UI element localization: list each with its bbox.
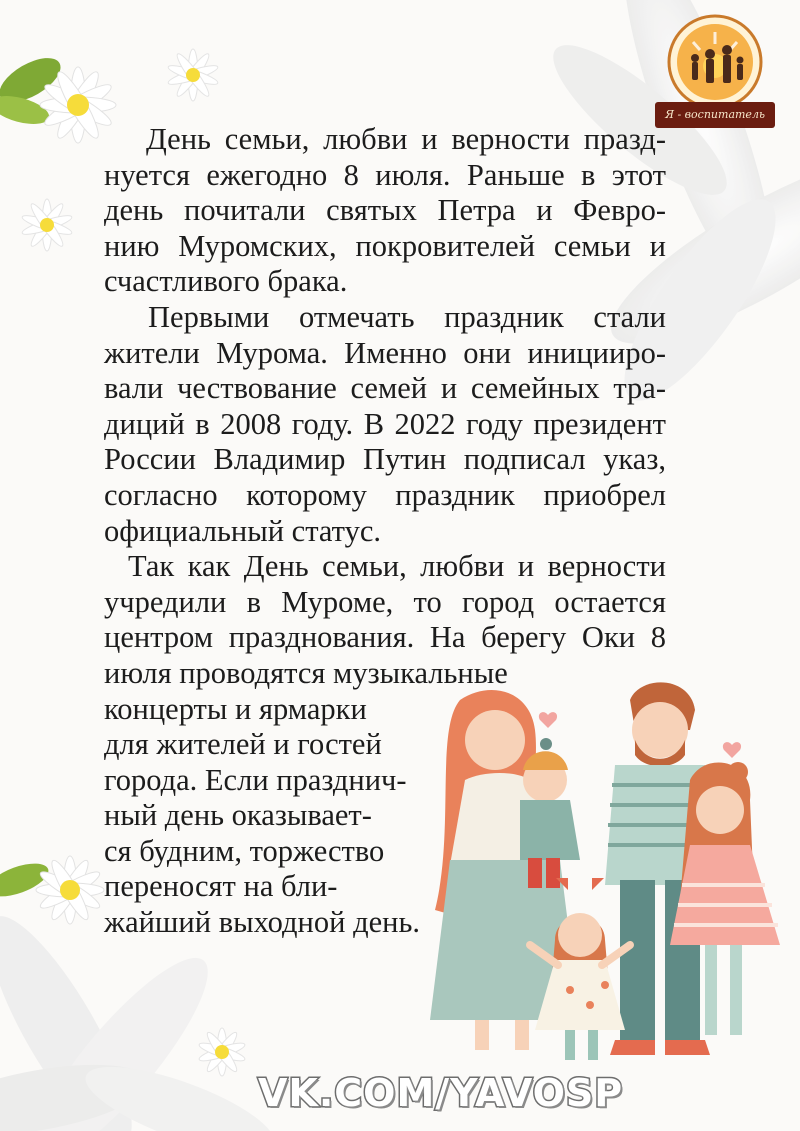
footer-url[interactable]: VK.COM/YAVOSP — [258, 1071, 624, 1115]
text-line: День семьи, любви и верности празд- — [146, 122, 666, 156]
text-line: диций в 2008 году. В 2022 году президент — [104, 406, 666, 441]
text-line: официальный статус. — [104, 513, 382, 548]
text-line: жители Мурома. Именно они иницииро- — [104, 335, 666, 370]
text-line: концерты и ярмарки — [104, 691, 367, 726]
paragraph-2 — [104, 300, 666, 549]
text-line: города. Если празднич- — [104, 762, 407, 797]
article-text — [104, 122, 666, 941]
text-line: вали чествование семей и семейных тра- — [104, 371, 666, 406]
text-line: нию Муромских, покровителей семьи и — [104, 228, 666, 263]
logo-emblem-icon — [655, 10, 775, 110]
logo — [655, 10, 775, 140]
text-line: России Владимир Путин подписал указ, — [104, 442, 666, 477]
text-line: ный день оказывает- — [104, 798, 372, 833]
text-line: для жителей и гостей — [104, 727, 382, 762]
text-line: Так как День семьи, любви и верности — [128, 549, 666, 584]
text-line: Первыми отмечать праздник стали — [148, 299, 666, 334]
heart-icon — [723, 742, 741, 758]
text-line: июля проводятся музыкальные — [104, 655, 508, 690]
daisy-top-small — [167, 49, 220, 101]
daisy-bottom-center — [198, 1028, 247, 1076]
daisy-bottom-left — [0, 856, 104, 924]
text-line: счастливого брака. — [104, 264, 348, 299]
logo-ribbon: Я - воспитатель — [655, 102, 775, 128]
paragraph-1 — [104, 122, 666, 300]
text-line: нуется ежегодно 8 июля. Раньше в этот — [104, 157, 666, 192]
text-line: согласно которому праздник приобрел — [104, 477, 666, 512]
text-line: день почитали святых Петра и Февро- — [104, 193, 666, 228]
text-line: жайший выходной день. — [104, 905, 420, 940]
paragraph-3 — [104, 549, 666, 941]
text-line: ся будним, торжество — [104, 833, 385, 868]
text-line: центром празднования. На берегу Оки 8 — [104, 620, 666, 655]
text-line: переносят на бли- — [104, 869, 338, 904]
daisy-left-middle — [21, 199, 74, 251]
text-line: учредили в Муроме, то город остается — [104, 584, 666, 619]
daisy-top-left-big — [0, 49, 116, 143]
